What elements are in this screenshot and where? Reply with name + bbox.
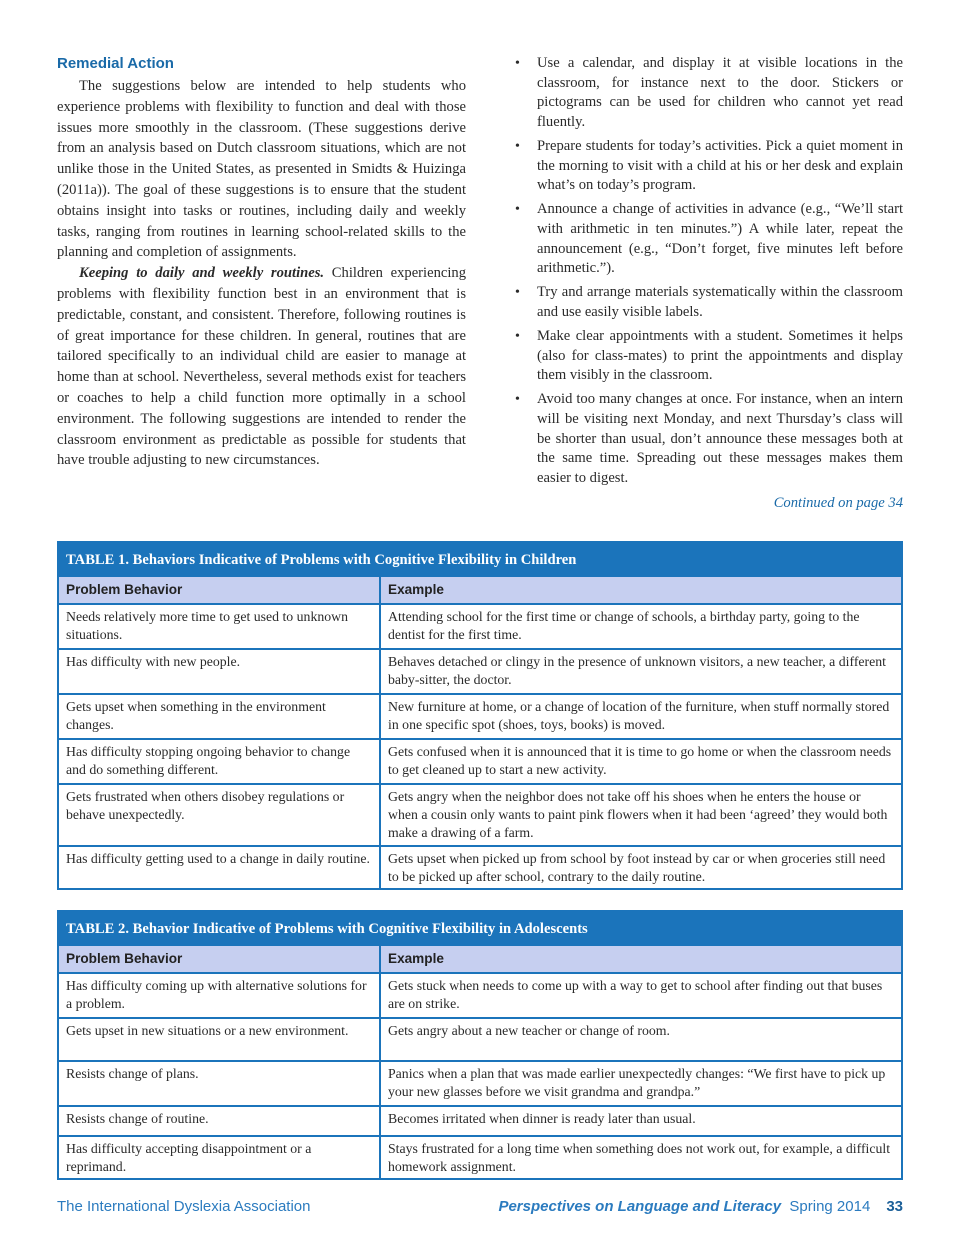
- behavior-cell: Has difficulty coming up with alternative solutions for a problem.: [59, 974, 381, 1017]
- table-row: [59, 783, 901, 845]
- behavior-cell: Gets upset when something in the environment changes.: [59, 695, 381, 738]
- behavior-cell: Resists change of plans.: [59, 1062, 381, 1105]
- list-item-text: Announce a change of activities in advance (e.g., “We’ll start with arithmetic in ten minutes.”) A while later, repeat the announcement (e.g., “Don’t forget, five minutes left before arithmetic.”).: [537, 201, 903, 277]
- table-header-row: [59, 946, 901, 972]
- table-title: TABLE 1. Behaviors Indicative of Problems with Cognitive Flexibility in Children: [59, 543, 901, 577]
- column-header-example: Example: [388, 951, 444, 966]
- table-row: [59, 1105, 901, 1135]
- table-header-row: [59, 577, 901, 603]
- bullet-icon: •: [515, 285, 520, 301]
- example-cell: Gets upset when picked up from school by foot instead by car or when groceries still need to be picked up after school, contrary to the daily routine.: [388, 851, 886, 884]
- list-item: [513, 200, 903, 278]
- page-number: 33: [886, 1198, 903, 1215]
- behavior-cell: Has difficulty getting used to a change in daily routine.: [59, 847, 381, 888]
- table-title: TABLE 2. Behavior Indicative of Problems with Cognitive Flexibility in Adolescents: [59, 912, 901, 946]
- behavior-cell: Has difficulty accepting disappointment or a reprimand.: [59, 1137, 381, 1178]
- example-cell: Attending school for the first time or change of schools, a birthday party, going to the dentist for the first time.: [388, 609, 860, 642]
- suggestion-list: [513, 54, 903, 488]
- list-item: [513, 390, 903, 488]
- example-cell: Stays frustrated for a long time when something does not work out, for example, a difficult homework assignment.: [388, 1141, 891, 1174]
- column-header-behavior: Problem Behavior: [59, 946, 381, 972]
- behavior-cell: Has difficulty stopping ongoing behavior to change and do something different.: [59, 740, 381, 783]
- example-cell: New furniture at home, or a change of location of the furniture, when stuff normally stored in one specific spot (shoes, toys, books) is moved.: [388, 699, 890, 732]
- right-column: [513, 54, 903, 513]
- left-column: [57, 54, 466, 471]
- example-cell: Gets angry when the neighbor does not take off his shoes when he enters the house or when a cousin only wants to paint pink flowers when it had been ‘agreed’ they would both make a drawing of a farm.: [388, 789, 888, 840]
- list-item-text: Make clear appointments with a student. Sometimes it helps (also for class-mates) to print the appointments and display them visibly in the classroom.: [537, 328, 903, 384]
- continued-link[interactable]: Continued on page 34: [773, 495, 903, 512]
- routines-paragraph: [57, 263, 466, 471]
- routines-lead: Keeping to daily and weekly routines.: [79, 265, 325, 282]
- journal-title: Perspectives on Language and Literacy: [498, 1198, 782, 1215]
- example-cell: Panics when a plan that was made earlier unexpectedly changes: “We first have to pick up your new glasses before we visit grandma and grandpa.”: [388, 1066, 886, 1099]
- behavior-cell: Has difficulty with new people.: [59, 650, 381, 693]
- behavior-cell: Resists change of routine.: [59, 1107, 381, 1135]
- intro-paragraph: The suggestions below are intended to help students who experience problems with flexibility to function and deal with those issues more smoothly in the classroom. (These suggestions derive from an analysis based on Dutch classroom situations, which are not unlike those in the United States, as presented in Smidts & Huizinga (2011a)). The goal of these suggestions is to ensure that the student obtains insight into tasks or routines, including daily and weekly tasks, ranging from routines in learning school-related skills to the planning and completion of assignments.: [57, 78, 466, 261]
- list-item-text: Prepare students for today’s activities. Pick a quiet moment in the morning to visit with a child at his or her desk and explain what’s on today’s program.: [537, 137, 903, 194]
- table-adolescents: [57, 910, 903, 1180]
- issue-label: Spring 2014: [789, 1198, 871, 1215]
- list-item: [513, 327, 903, 386]
- table-row: [59, 1135, 901, 1178]
- column-header-behavior: Problem Behavior: [59, 577, 381, 603]
- list-item-text: Avoid too many changes at once. For instance, when an intern will be visiting next Monday, and next Thursday’s class will be shorter than usual, don’t announce these messages both at the same time. Spreading out these messages makes them easier to digest.: [537, 391, 903, 486]
- behavior-cell: Gets upset in new situations or a new environment.: [59, 1019, 381, 1060]
- table-row: [59, 738, 901, 783]
- routines-body: Children experiencing problems with flexibility function best in an environment that is predictable, constant, and consistent. Therefore, following routines is of great importance for these children. In general, routines that are tailored specifically to an individual child are easier to manage at home than at school. Nevertheless, several methods exist for teachers or coaches to help a child function more optimally in a school environment. The following suggestions are intended to render the classroom environment as predictable as possible for students that have trouble adjusting to new circumstances.: [57, 265, 466, 469]
- section-heading: Remedial Action: [57, 55, 174, 72]
- footer-right: [498, 1198, 903, 1215]
- table-children: [57, 541, 903, 890]
- bullet-icon: •: [515, 202, 520, 218]
- example-cell: Gets stuck when needs to come up with a way to get to school after finding out that buses are on strike.: [388, 978, 883, 1011]
- table-row: [59, 603, 901, 648]
- list-item: [513, 137, 903, 196]
- bullet-icon: •: [515, 392, 520, 408]
- table-row: [59, 1060, 901, 1105]
- list-item-text: Try and arrange materials systematically within the classroom and use easily visible labels.: [537, 284, 903, 320]
- behavior-cell: Needs relatively more time to get used to unknown situations.: [59, 605, 381, 648]
- example-cell: Gets angry about a new teacher or change of room.: [388, 1023, 670, 1038]
- example-cell: Gets confused when it is announced that it is time to go home or when the classroom needs to get cleaned up to start a new activity.: [388, 744, 892, 777]
- table-row: [59, 845, 901, 888]
- column-header-example: Example: [388, 582, 444, 597]
- bullet-icon: •: [515, 138, 520, 154]
- table-row: [59, 693, 901, 738]
- bullet-icon: •: [515, 56, 520, 71]
- example-cell: Behaves detached or clingy in the presence of unknown visitors, a new teacher, a different baby-sitter, the doctor.: [388, 654, 886, 687]
- behavior-cell: Gets frustrated when others disobey regulations or behave unexpectedly.: [59, 785, 381, 845]
- table-row: [59, 972, 901, 1017]
- table-row: [59, 1017, 901, 1060]
- list-item-text: Use a calendar, and display it at visible locations in the classroom, for instance next to the door. Stickers or pictograms can be used for children who cannot yet read fluently.: [537, 55, 903, 130]
- list-item: [513, 283, 903, 322]
- page-footer: [57, 1198, 903, 1220]
- bullet-icon: •: [515, 329, 520, 345]
- organization-name: The International Dyslexia Association: [57, 1198, 311, 1215]
- example-cell: Becomes irritated when dinner is ready later than usual.: [388, 1111, 696, 1126]
- list-item: [513, 54, 903, 132]
- table-row: [59, 648, 901, 693]
